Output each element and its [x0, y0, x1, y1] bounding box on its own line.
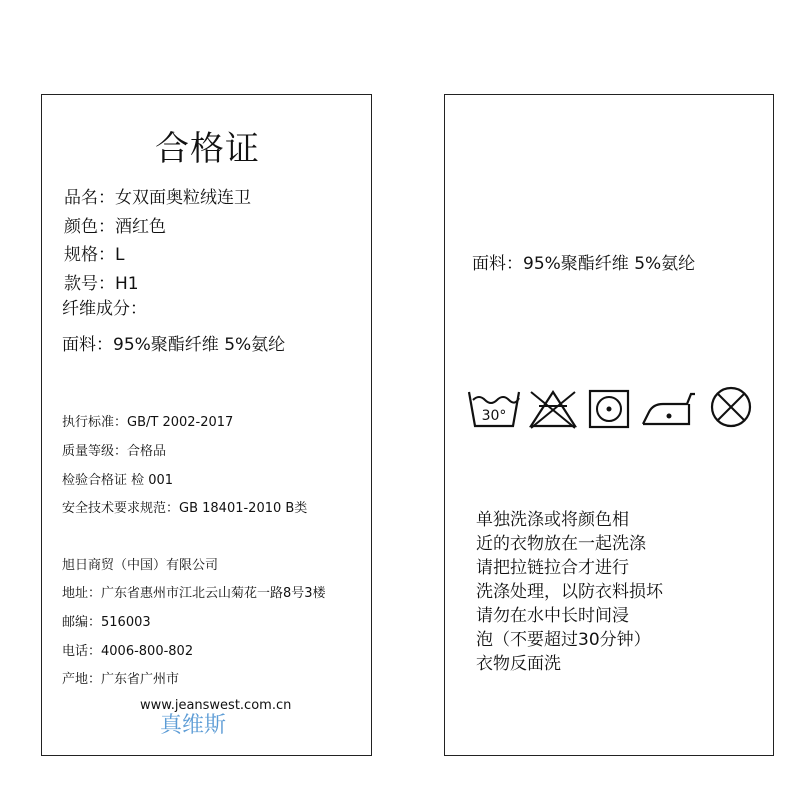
care-line: 洗涤处理，以防衣料损坏 [476, 582, 663, 602]
certificate-label [41, 94, 372, 756]
style-number: 款号：H1 [64, 274, 139, 294]
fiber-heading: 纤维成分： [62, 299, 147, 319]
care-line: 近的衣物放在一起洗涤 [476, 534, 646, 554]
company-address: 地址：广东省惠州市江北云山菊花一路8号3楼 [62, 586, 326, 601]
product-name: 品名：女双面奥粒绒连卫 [64, 188, 251, 208]
place-of-origin: 产地：广东省广州市 [62, 672, 180, 687]
phone-number: 电话：4006-800-802 [62, 644, 194, 659]
wash-30-icon [467, 388, 521, 430]
brand-watermark: 真维斯 [160, 713, 227, 738]
fabric-composition: 面料：95%聚酯纤维 5%氨纶 [62, 335, 286, 355]
fabric-composition-right: 面料：95%聚酯纤维 5%氨纶 [472, 254, 696, 274]
safety-standard: 安全技术要求规范：GB 18401-2010 B类 [62, 501, 308, 516]
care-line: 泡（不要超过30分钟） [476, 630, 651, 650]
care-line: 请把拉链拉合才进行 [476, 558, 629, 578]
care-line: 单独洗涤或将颜色相 [476, 510, 629, 530]
executive-standard: 执行标准：GB/T 2002-2017 [62, 415, 234, 430]
tumble-dry-icon [587, 388, 631, 430]
care-line: 请勿在水中长时间浸 [476, 606, 629, 626]
product-size: 规格：L [64, 245, 125, 265]
care-label [444, 94, 774, 756]
care-line: 衣物反面洗 [476, 654, 561, 674]
wash-temperature: 30° [481, 408, 507, 424]
postcode: 邮编：516003 [62, 615, 151, 630]
certificate-title: 合格证 [155, 129, 260, 169]
no-dry-clean-icon [709, 385, 753, 429]
care-instructions [476, 508, 663, 676]
website-url: www.jeanswest.com.cn [140, 698, 292, 713]
quality-grade: 质量等级：合格品 [62, 444, 167, 459]
company-name: 旭日商贸（中国）有限公司 [62, 558, 219, 573]
product-color: 颜色：酒红色 [64, 217, 166, 237]
inspection-certificate: 检验合格证 检 001 [62, 473, 174, 488]
no-bleach-icon [527, 388, 579, 430]
iron-icon [639, 388, 697, 430]
